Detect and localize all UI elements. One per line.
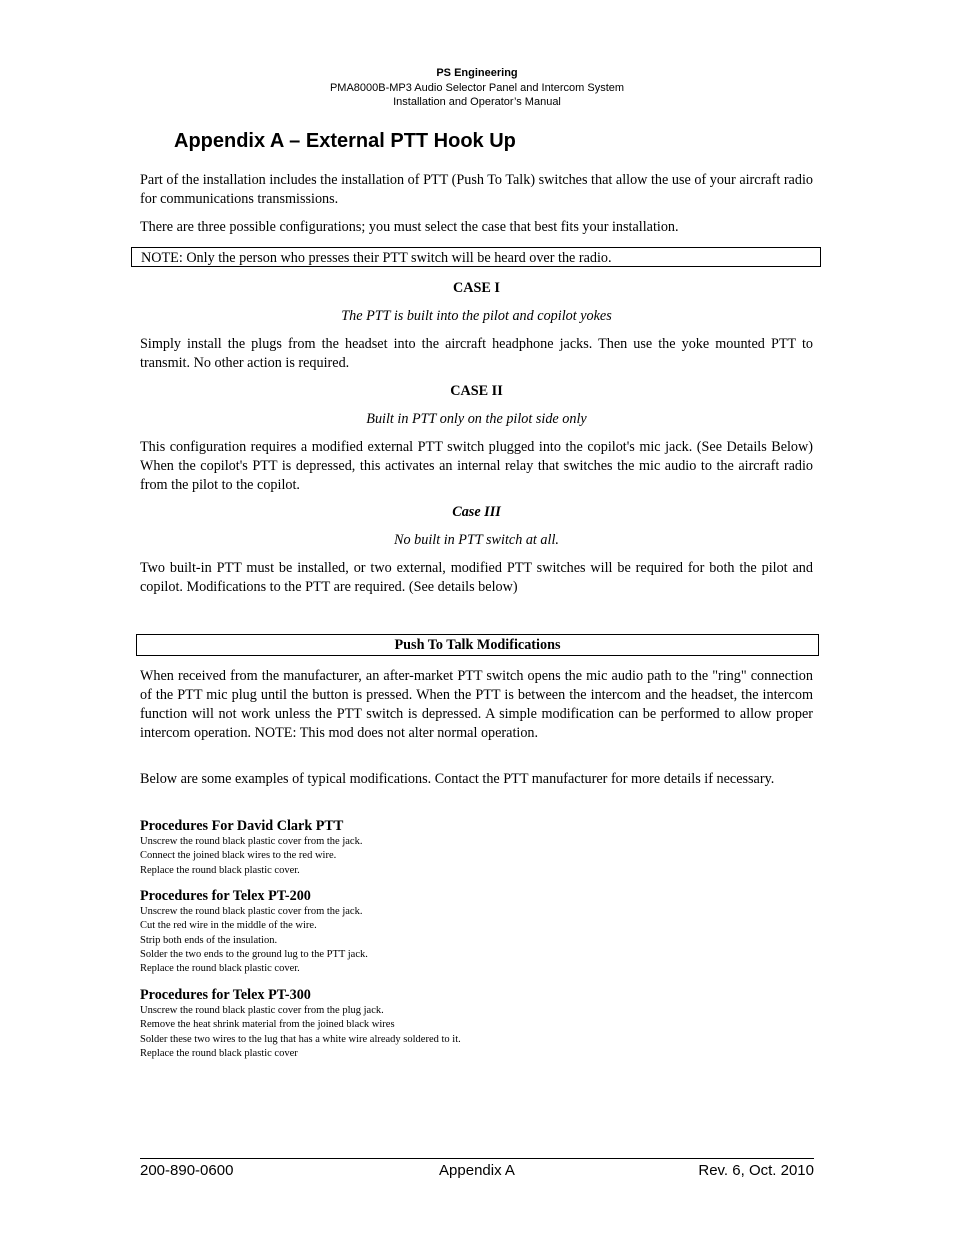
- procedure-line: Unscrew the round black plastic cover from the jack.: [140, 906, 363, 917]
- note-box: NOTE: Only the person who presses their PTT switch will be heard over the radio.: [131, 247, 821, 267]
- procedure-telex-pt-300: [140, 987, 813, 1061]
- procedure-line: Solder these two wires to the lug that has a white wire already soldered to it.: [140, 1033, 461, 1045]
- procedure-line: Replace the round black plastic cover: [140, 1047, 298, 1059]
- case-3-heading: Case III: [452, 504, 501, 520]
- ptt-paragraph-2: Below are some examples of typical modifications. Contact the PTT manufacturer for more details if necessary.: [140, 771, 775, 787]
- header-product: PMA8000B-MP3 Audio Selector Panel and Intercom System: [329, 81, 625, 94]
- procedure-line: Strip both ends of the insulation.: [140, 934, 278, 946]
- procedure-heading: Procedures for Telex PT-300: [140, 987, 311, 1003]
- procedure-line: Replace the round black plastic cover.: [140, 963, 300, 975]
- case-3-subtitle: No built in PTT switch at all.: [394, 532, 559, 548]
- page-title: Appendix A – External PTT Hook Up: [174, 130, 516, 152]
- case-1-subtitle: The PTT is built into the pilot and copilot yokes: [341, 308, 612, 324]
- procedure-line: Remove the heat shrink material from the joined black wires: [140, 1019, 395, 1031]
- procedure-line: Unscrew the round black plastic cover from the plug jack.: [140, 1005, 384, 1016]
- procedure-line: Unscrew the round black plastic cover from the jack.: [140, 836, 363, 847]
- footer-section: Appendix A: [439, 1162, 515, 1179]
- page-header: [0, 66, 954, 110]
- case-2-subtitle: Built in PTT only on the pilot side only: [366, 411, 587, 427]
- case-3-text: Two built-in PTT must be installed, or two external, modified PTT switches will be required for both the pilot and copilot. Modifications to the PTT are required. (See details below): [140, 560, 813, 595]
- case-1-heading: CASE I: [453, 280, 500, 296]
- procedure-line: Connect the joined black wires to the red wire.: [140, 850, 337, 862]
- header-manual: Installation and Operator’s Manual: [393, 96, 561, 108]
- procedure-david-clark: [140, 818, 813, 878]
- ptt-section-heading: Push To Talk Modifications: [136, 634, 819, 656]
- header-company: PS Engineering: [436, 67, 518, 79]
- procedure-line: Solder the two ends to the ground lug to the PTT jack.: [140, 948, 368, 960]
- procedure-line: Cut the red wire in the middle of the wire.: [140, 920, 317, 932]
- intro-paragraph-2: There are three possible configurations; you must select the case that best fits your installation.: [140, 219, 679, 235]
- procedure-heading: Procedures for Telex PT-200: [140, 888, 311, 904]
- procedure-telex-pt-200: [140, 888, 813, 976]
- footer-phone: 200-890-0600: [140, 1162, 234, 1179]
- procedure-heading: Procedures For David Clark PTT: [140, 818, 344, 834]
- case-2-heading: CASE II: [450, 383, 503, 399]
- footer-revision: Rev. 6, Oct. 2010: [698, 1162, 814, 1179]
- page-footer: [140, 1158, 814, 1179]
- case-2-text: This configuration requires a modified external PTT switch plugged into the copilot's mic jack. (See Details Below) When the copilot's PTT is depressed, this activates an internal relay that switches the mic audio to the aircraft radio from the pilot to the copilot.: [140, 439, 813, 493]
- intro-paragraph-1: Part of the installation includes the installation of PTT (Push To Talk) switches that allow the use of your aircraft radio for communications transmissions.: [140, 172, 813, 207]
- ptt-paragraph-1: When received from the manufacturer, an after-market PTT switch opens the mic audio path to the "ring" connection of the PTT mic plug until the button is pressed. When the PTT is between the intercom and the headset, the intercom function will not work unless the PTT switch is depressed. A simple modification can be performed to allow proper intercom operation. NOTE: This mod does not alter normal operation.: [140, 668, 813, 741]
- procedure-line: Replace the round black plastic cover.: [140, 864, 300, 876]
- case-1-text: Simply install the plugs from the headset into the aircraft headphone jacks. Then use the yoke mounted PTT to transmit. No other action is required.: [140, 336, 813, 371]
